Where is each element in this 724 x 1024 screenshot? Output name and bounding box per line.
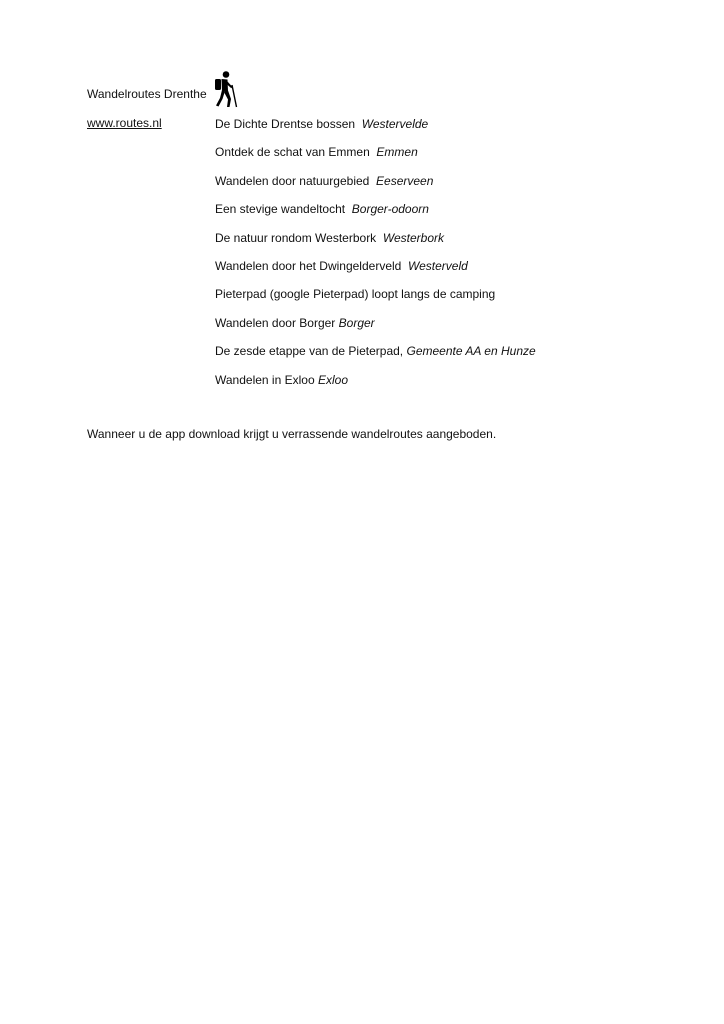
route-item (215, 144, 536, 172)
route-description: Wandelen door natuurgebied (215, 173, 370, 188)
route-place: Emmen (376, 145, 418, 160)
route-item (215, 230, 536, 258)
route-place: Borger-odoorn (351, 202, 429, 217)
route-description: Pieterpad (google Pieterpad) loopt langs de camping (215, 287, 496, 302)
route-place: Exloo (317, 372, 348, 387)
route-list (215, 116, 536, 400)
route-item (215, 173, 536, 201)
route-separator (369, 174, 376, 188)
route-place: Westerveld (408, 258, 468, 273)
footer-text: Wanneer u de app download krijgt u verrassende wandelroutes aangeboden. (87, 427, 497, 441)
route-separator (401, 259, 408, 273)
route-description: De zesde etappe van de Pieterpad, (215, 344, 404, 359)
route-description: Wandelen in Exloo (215, 372, 315, 387)
route-place: Eeserveen (376, 173, 434, 188)
route-item (215, 201, 536, 229)
route-place: Borger (338, 315, 375, 330)
route-place: Gemeente AA en Hunze (406, 344, 536, 359)
route-separator (355, 117, 362, 131)
route-item (215, 286, 536, 314)
title-row (87, 68, 239, 108)
route-separator (376, 231, 383, 245)
page-title: Wandelroutes Drenthe (87, 87, 207, 101)
route-description: Ontdek de schat van Emmen (215, 145, 370, 160)
route-description: De Dichte Drentse bossen (215, 117, 356, 131)
route-item (215, 116, 536, 144)
route-item (215, 343, 536, 371)
hiker-icon (209, 70, 239, 108)
route-place: Westervelde (361, 117, 429, 131)
route-description: Wandelen door het Dwingelderveld (215, 258, 402, 273)
route-item (215, 315, 536, 343)
route-description: Een stevige wandeltocht (215, 202, 346, 217)
route-description: Wandelen door Borger (215, 315, 336, 330)
route-description: De natuur rondom Westerbork (215, 230, 377, 245)
route-place: Westerbork (382, 230, 444, 245)
route-item (215, 258, 536, 286)
route-item (215, 372, 536, 400)
route-separator (345, 202, 352, 216)
website-link[interactable]: www.routes.nl (87, 116, 162, 130)
